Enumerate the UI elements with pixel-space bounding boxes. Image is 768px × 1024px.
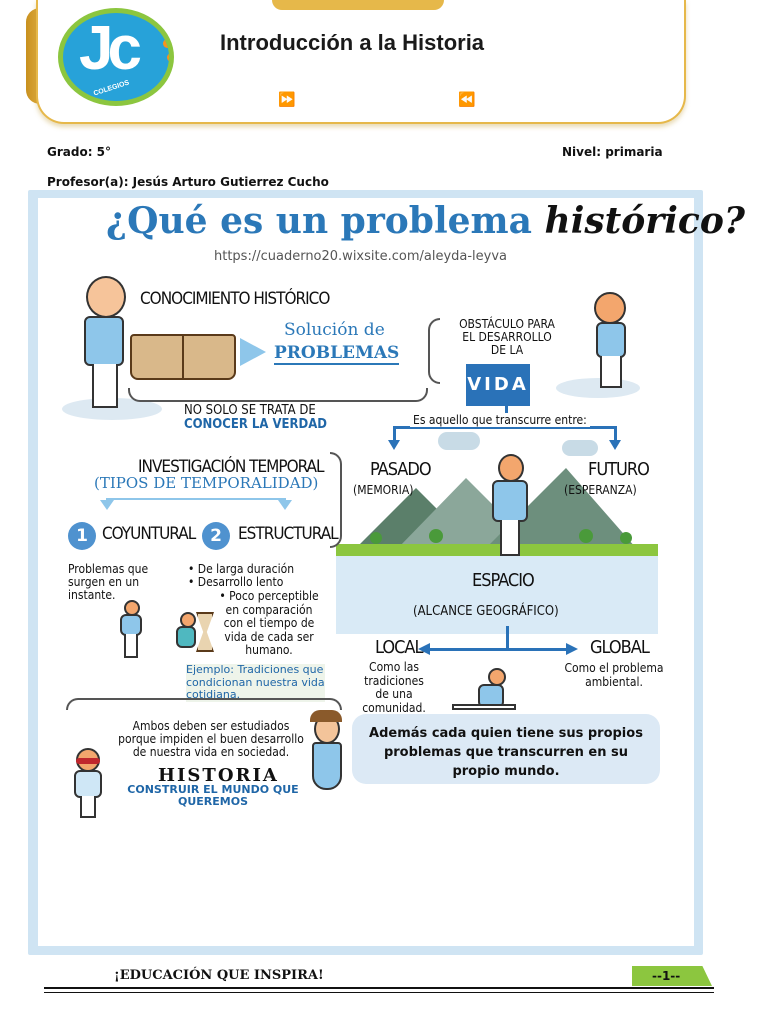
profesor-label: Profesor(a): Jesús Arturo Gutierrez Cucho [47,175,329,189]
historian-body [84,316,124,366]
construir-text [118,784,308,808]
obstaculo-line: EL DESARROLLO [462,330,552,344]
girl-left-body [74,770,102,798]
conocimiento-label: CONOCIMIENTO HISTÓRICO [140,289,330,309]
coyuntural-label: COYUNTURAL [102,524,196,544]
kid-body [120,614,142,636]
ambos-text [96,720,326,759]
global-label: GLOBAL [590,637,649,658]
footer-rule [44,987,714,989]
construir-line: QUEREMOS [177,795,248,808]
badge-2: 2 [202,522,230,550]
local-desc [352,661,436,715]
logo-dot-icon [163,39,172,48]
center-boy-head [498,454,524,482]
arrow-right-icon [566,643,578,655]
prev-icon[interactable]: ⏪ [458,92,476,108]
logo-dot-icon [167,53,174,62]
desc-line: surgen en un [68,575,140,589]
ejemplo-line: Ejemplo: Tradiciones que [186,663,324,676]
alcance-label: (ALCANCE GEOGRÁFICO) [413,604,559,619]
grado-label: Grado: 5° [47,145,112,159]
glasses-icon [76,758,100,764]
figure-shadow [556,378,640,398]
desc-line: tradiciones [364,673,424,688]
connector [428,648,568,651]
bullet-line: • De larga duración [188,562,295,576]
desc-line: Como el problema [564,661,664,675]
desc-line: ambiental. [585,675,643,689]
arrow-down-icon [278,500,292,510]
nota-line: problemas que transcurren en su [383,745,629,760]
connector [106,498,286,500]
kid-legs [124,634,138,658]
historian-legs [92,364,118,408]
estructural-label: ESTRUCTURAL [238,524,338,544]
nivel-label: Nivel: primaria [562,145,663,159]
desc-line: de una [375,687,413,701]
footer-rule [44,992,714,993]
coyuntural-desc [68,563,148,602]
title-main: ¿Qué es un problema [106,200,532,242]
tree-icon [429,529,443,543]
logo-letters: Jc [79,14,136,83]
next-icon[interactable]: ⏩ [278,92,296,108]
bullet-line: humano. [245,643,293,657]
center-boy-legs [500,520,520,556]
page-number: --1-- [652,969,681,983]
ambos-line: de nuestra vida en sociedad. [132,745,290,759]
girl-right-dress [312,742,342,790]
ejemplo-line: cotidiana. [186,688,241,701]
ejemplo-line: condicionan nuestra vida [186,675,325,689]
obstaculo-line: DE LA [490,343,524,357]
problemas-label: PROBLEMAS [274,343,400,363]
obstaculo-text [438,318,576,357]
arrow-down-icon [100,500,114,510]
sitting-boy-legs [452,704,516,710]
vida-box: VIDA [466,364,530,406]
estructural-perceptible [206,590,332,658]
esperanza-label: (ESPERANZA) [564,483,637,497]
nota-text [356,724,656,781]
school-logo [58,8,174,106]
conocer-verdad-label: CONOCER LA VERDAD [184,417,327,432]
bullet-line: en comparación [225,602,313,617]
book-spine [182,334,184,380]
obstaculo-line: OBSTÁCULO PARA [459,317,555,331]
no-solo-label: NO SOLO SE TRATA DE [184,403,316,418]
desc-line: Como las [369,660,419,674]
construir-line: CONSTRUIR EL MUNDO QUE [127,783,299,796]
historian-head [86,276,126,318]
brace-top [66,698,342,710]
bullet-line: vida de cada ser [224,629,314,644]
center-boy-body [492,480,528,522]
bullet-line: • Poco perceptible [219,589,319,603]
logo-subtitle: COLEGIOS [92,79,131,98]
ambos-line: Ambos deben ser estudiados [132,719,290,733]
estructural-bullets [188,563,294,589]
espacio-label: ESPACIO [472,570,534,591]
arrow-right-icon [240,338,266,366]
tree-icon [579,529,593,543]
badge-1: 1 [68,522,96,550]
solucion-label: Solución de [284,320,385,340]
thinking-boy-legs [600,356,622,388]
brace-bottom [128,388,428,402]
banner-top-tab [272,0,444,10]
nota-line: Además cada quien tiene sus propios [369,726,643,741]
girl-left-legs [80,796,96,818]
desc-line: Problemas que [68,562,149,576]
transcurre-label: Es aquello que transcurre entre: [410,413,590,427]
bullet-line: con el tiempo de [223,616,315,630]
girl-right-hair [310,710,342,722]
nota-line: propio mundo. [452,764,560,779]
tipos-label: (TIPOS DE TEMPORALIDAD) [94,474,319,492]
investigacion-label: INVESTIGACIÓN TEMPORAL [138,457,324,477]
memoria-label: (MEMORIA) [353,483,414,497]
global-desc [556,661,672,689]
desc-line: instante. [68,588,116,602]
ambos-line: porque impiden el buen desarrollo [118,732,304,746]
infographic-title [106,200,745,242]
thinking-boy-body [596,322,626,358]
local-label: LOCAL [375,637,423,658]
title-accent: histórico? [544,200,745,242]
tree-icon [620,532,632,544]
desc-line: comunidad. [362,700,426,715]
bullet-line: • Desarrollo lento [188,575,284,589]
ejemplo-text [186,664,325,702]
footer-slogan: ¡EDUCACIÓN QUE INSPIRA! [114,968,324,983]
tree-icon [370,532,382,544]
futuro-label: FUTURO [588,459,649,480]
document-title: Introducción a la Historia [220,30,485,55]
connector [506,626,509,650]
kid-body [176,626,196,648]
thinking-boy-head [594,292,626,324]
grass [336,544,658,556]
pasado-label: PASADO [370,459,431,480]
espacio-band [336,556,658,634]
historia-label: HISTORIA [158,765,279,786]
source-url: https://cuaderno20.wixsite.com/aleyda-leyva [214,249,508,264]
